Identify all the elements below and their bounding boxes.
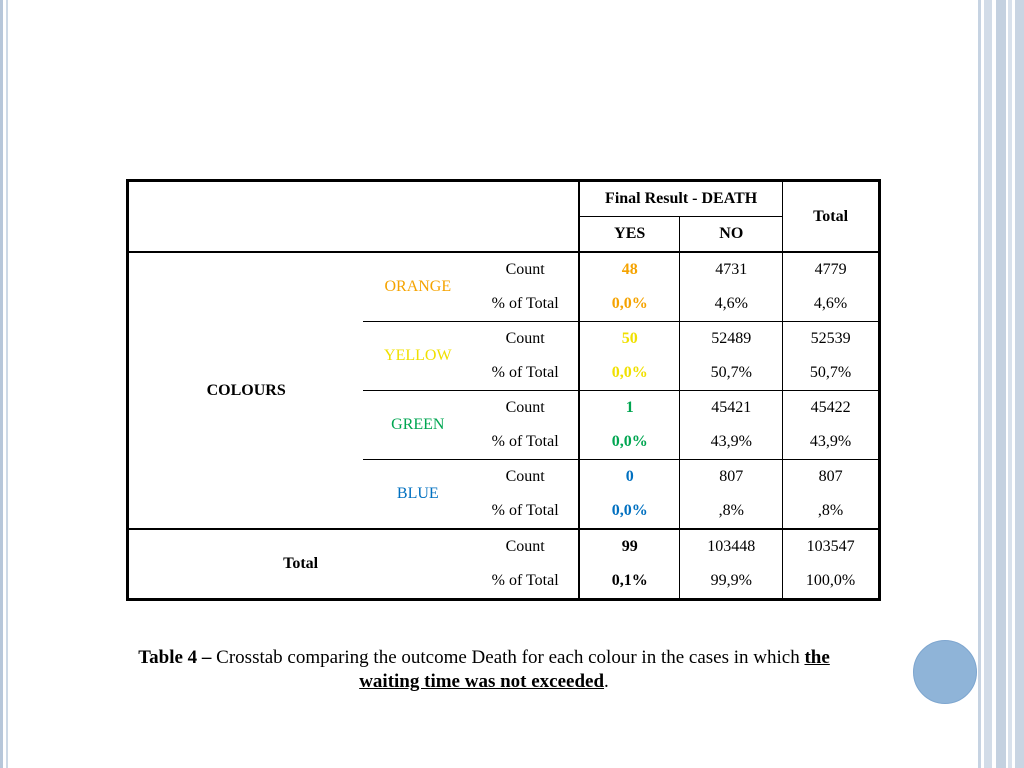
slide-right-decoration — [978, 0, 1024, 768]
colour-label-green: GREEN — [363, 391, 472, 460]
stat-label: Count — [472, 391, 579, 426]
cell-no: 4,6% — [680, 287, 783, 322]
crosstab-table — [126, 179, 881, 601]
cell-yes: 48 — [579, 252, 680, 287]
stat-label: % of Total — [491, 433, 559, 450]
stat-label: Count — [472, 322, 579, 357]
table-row — [128, 252, 880, 287]
cell-no: 103448 — [680, 529, 783, 564]
stat-label: % of Total — [491, 572, 559, 589]
caption-text: Crosstab comparing the outcome Death for each colour in the cases in which — [211, 647, 805, 668]
cell-yes: 0 — [579, 460, 680, 495]
cell-total: 807 — [783, 460, 880, 495]
cell-no: 99,9% — [680, 564, 783, 600]
total-row-label: Total — [128, 529, 473, 600]
stat-label: % of Total — [491, 502, 559, 519]
stat-label: Count — [472, 460, 579, 495]
caption-label: Table 4 – — [138, 647, 212, 668]
cell-no: 52489 — [680, 322, 783, 357]
colour-label-orange: ORANGE — [363, 252, 472, 322]
stat-label: Count — [472, 252, 579, 287]
group-header: Final Result - DEATH — [579, 181, 783, 217]
cell-total: 45422 — [783, 391, 880, 426]
cell-yes: 0,0% — [579, 425, 680, 460]
cell-total: 103547 — [783, 529, 880, 564]
colour-label-blue: BLUE — [363, 460, 472, 530]
colour-label-yellow: YELLOW — [363, 322, 472, 391]
table-caption — [126, 646, 842, 694]
cell-total: 4779 — [783, 252, 880, 287]
col-header-yes: YES — [579, 217, 680, 253]
cell-total: 4,6% — [783, 287, 880, 322]
cell-yes: 99 — [579, 529, 680, 564]
cell-no: 43,9% — [680, 425, 783, 460]
stat-label: % of Total — [491, 364, 559, 381]
header-row-1 — [128, 181, 880, 217]
cell-no: 45421 — [680, 391, 783, 426]
cell-yes: 0,0% — [579, 287, 680, 322]
cell-total: 43,9% — [783, 425, 880, 460]
total-row — [128, 529, 880, 564]
stat-label: Count — [472, 529, 579, 564]
cell-no: 4731 — [680, 252, 783, 287]
row-group-label: COLOURS — [128, 252, 364, 529]
cell-total: 100,0% — [783, 564, 880, 600]
caption-emphasis: the waiting time was not exceeded — [359, 647, 830, 692]
cell-total: 52539 — [783, 322, 880, 357]
header-empty-corner — [128, 181, 580, 253]
cell-total: 50,7% — [783, 356, 880, 391]
caption-end: . — [604, 671, 609, 692]
cell-yes: 50 — [579, 322, 680, 357]
cell-yes: 1 — [579, 391, 680, 426]
cell-yes: 0,0% — [579, 494, 680, 529]
total-column-header: Total — [783, 181, 880, 253]
cell-total: ,8% — [783, 494, 880, 529]
cell-yes: 0,0% — [579, 356, 680, 391]
cell-no: 50,7% — [680, 356, 783, 391]
stat-label: % of Total — [491, 295, 559, 312]
slide-left-border — [0, 0, 10, 768]
cell-yes: 0,1% — [579, 564, 680, 600]
cell-no: 807 — [680, 460, 783, 495]
cell-no: ,8% — [680, 494, 783, 529]
col-header-no: NO — [680, 217, 783, 253]
decorative-circle — [913, 640, 977, 704]
